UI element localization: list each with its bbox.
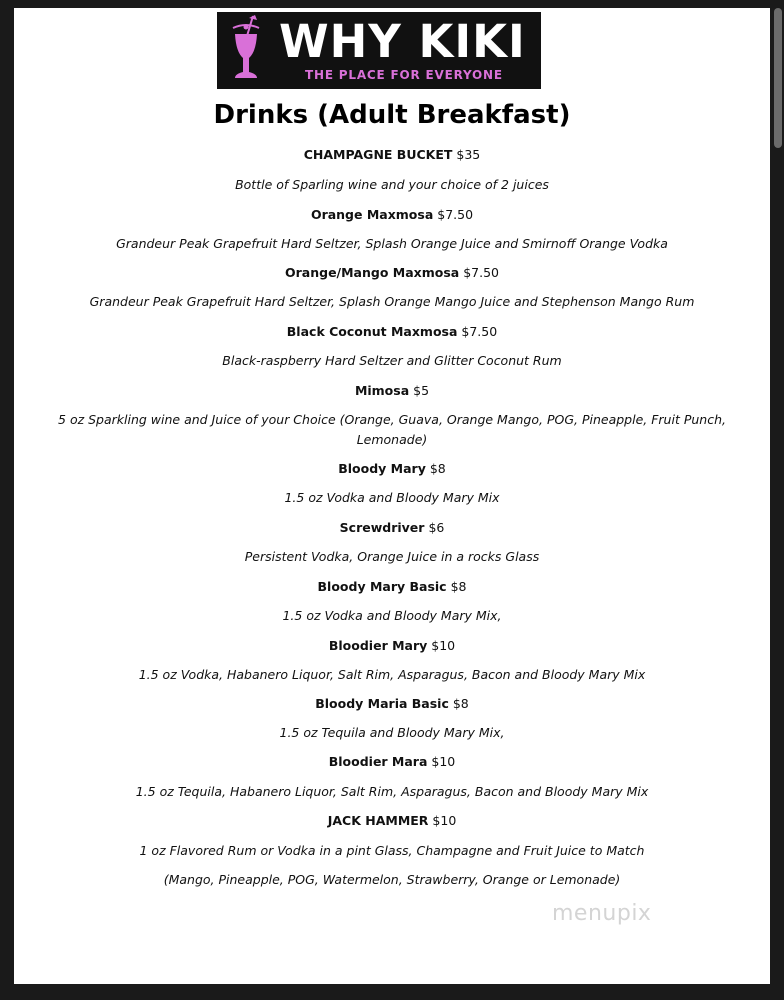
menu-item-description: 1.5 oz Vodka and Bloody Mary Mix [284,490,500,505]
cocktail-glass-icon [223,14,269,86]
menu-item-heading [54,145,730,165]
menu-item-price: $35 [456,147,481,162]
menu-item-name: Bloodier Mary [328,638,428,653]
menu-item-price: $8 [450,579,467,594]
menu-page [14,8,770,984]
menu-item-heading [54,459,730,479]
menu-item-price: $10 [432,813,457,828]
menu-item-description: 1.5 oz Vodka and Bloody Mary Mix, [282,608,502,623]
menu-item-description: Persistent Vodka, Orange Juice in a rocks Glass [244,549,540,564]
scrollbar[interactable] [774,8,782,148]
menu-item-heading [54,322,730,342]
menu-item-description: Black-raspberry Hard Seltzer and Glitter Coconut Rum [222,353,562,368]
menu-item-name: Bloody Maria Basic [315,696,449,711]
menu-item-name: Bloody Mary Basic [317,579,447,594]
why-kiki-logo [217,12,541,89]
menu-item-description: Grandeur Peak Grapefruit Hard Seltzer, Splash Orange Juice and Smirnoff Orange Vodka [116,236,668,251]
menu-item-price: $10 [431,754,456,769]
menu-item-description: 1 oz Flavored Rum or Vodka in a pint Glass, Champagne and Fruit Juice to Match [139,843,645,858]
menu-item-description: 1.5 oz Tequila and Bloody Mary Mix, [279,725,505,740]
menu-item-name: JACK HAMMER [327,813,429,828]
menu-item-price: $6 [428,520,445,535]
menu-item-heading [54,577,730,597]
menu-item-description: 5 oz Sparkling wine and Juice of your Choice (Orange, Guava, Orange Mango, POG, Pineapple, Fruit Punch, Lemonade) [58,412,726,447]
menu-item-price: $5 [413,383,430,398]
menu-item-heading [54,518,730,538]
menu-item-heading [54,752,730,772]
menu-item-description: Bottle of Sparling wine and your choice of 2 juices [235,177,549,192]
logo-tagline: THE PLACE FOR EVERYONE [305,68,503,82]
menu-item-name: Screwdriver [339,520,425,535]
menu-item-price: $7.50 [463,265,499,280]
menu-item-description: 1.5 oz Vodka, Habanero Liquor, Salt Rim, Asparagus, Bacon and Bloody Mary Mix [138,667,646,682]
menu-item-name: Orange/Mango Maxmosa [285,265,460,280]
page-title: Drinks (Adult Breakfast) [213,100,571,130]
menu-item-name: Bloodier Mara [328,754,428,769]
menu-item-description: 1.5 oz Tequila, Habanero Liquor, Salt Rim, Asparagus, Bacon and Bloody Mary Mix [135,784,649,799]
menu-item-name: Orange Maxmosa [310,207,434,222]
menu-item-description: Grandeur Peak Grapefruit Hard Seltzer, Splash Orange Mango Juice and Stephenson Mango Rum [89,294,695,309]
menu-item-name: CHAMPAGNE BUCKET [303,147,453,162]
juice-options-note: (Mango, Pineapple, POG, Watermelon, Strawberry, Orange or Lemonade) [163,872,621,887]
menu-item-name: Bloody Mary [338,461,426,476]
menu-item-heading [54,381,730,401]
menu-item-price: $8 [452,696,469,711]
menu-item-name: Mimosa [354,383,410,398]
menu-item-price: $10 [431,638,456,653]
menu-item-price: $8 [429,461,446,476]
logo-wordmark: WHY KIKI [279,15,526,68]
menu-item-heading [54,811,730,831]
menu-item-heading [54,205,730,225]
menu-item-name: Black Coconut Maxmosa [286,324,458,339]
menu-item-price: $7.50 [461,324,498,339]
menupix-watermark: menupix [552,901,652,926]
menu-item-heading [54,636,730,656]
menu-item-heading [54,694,730,714]
menu-item-heading [54,263,730,283]
menu-item-price: $7.50 [437,207,474,222]
